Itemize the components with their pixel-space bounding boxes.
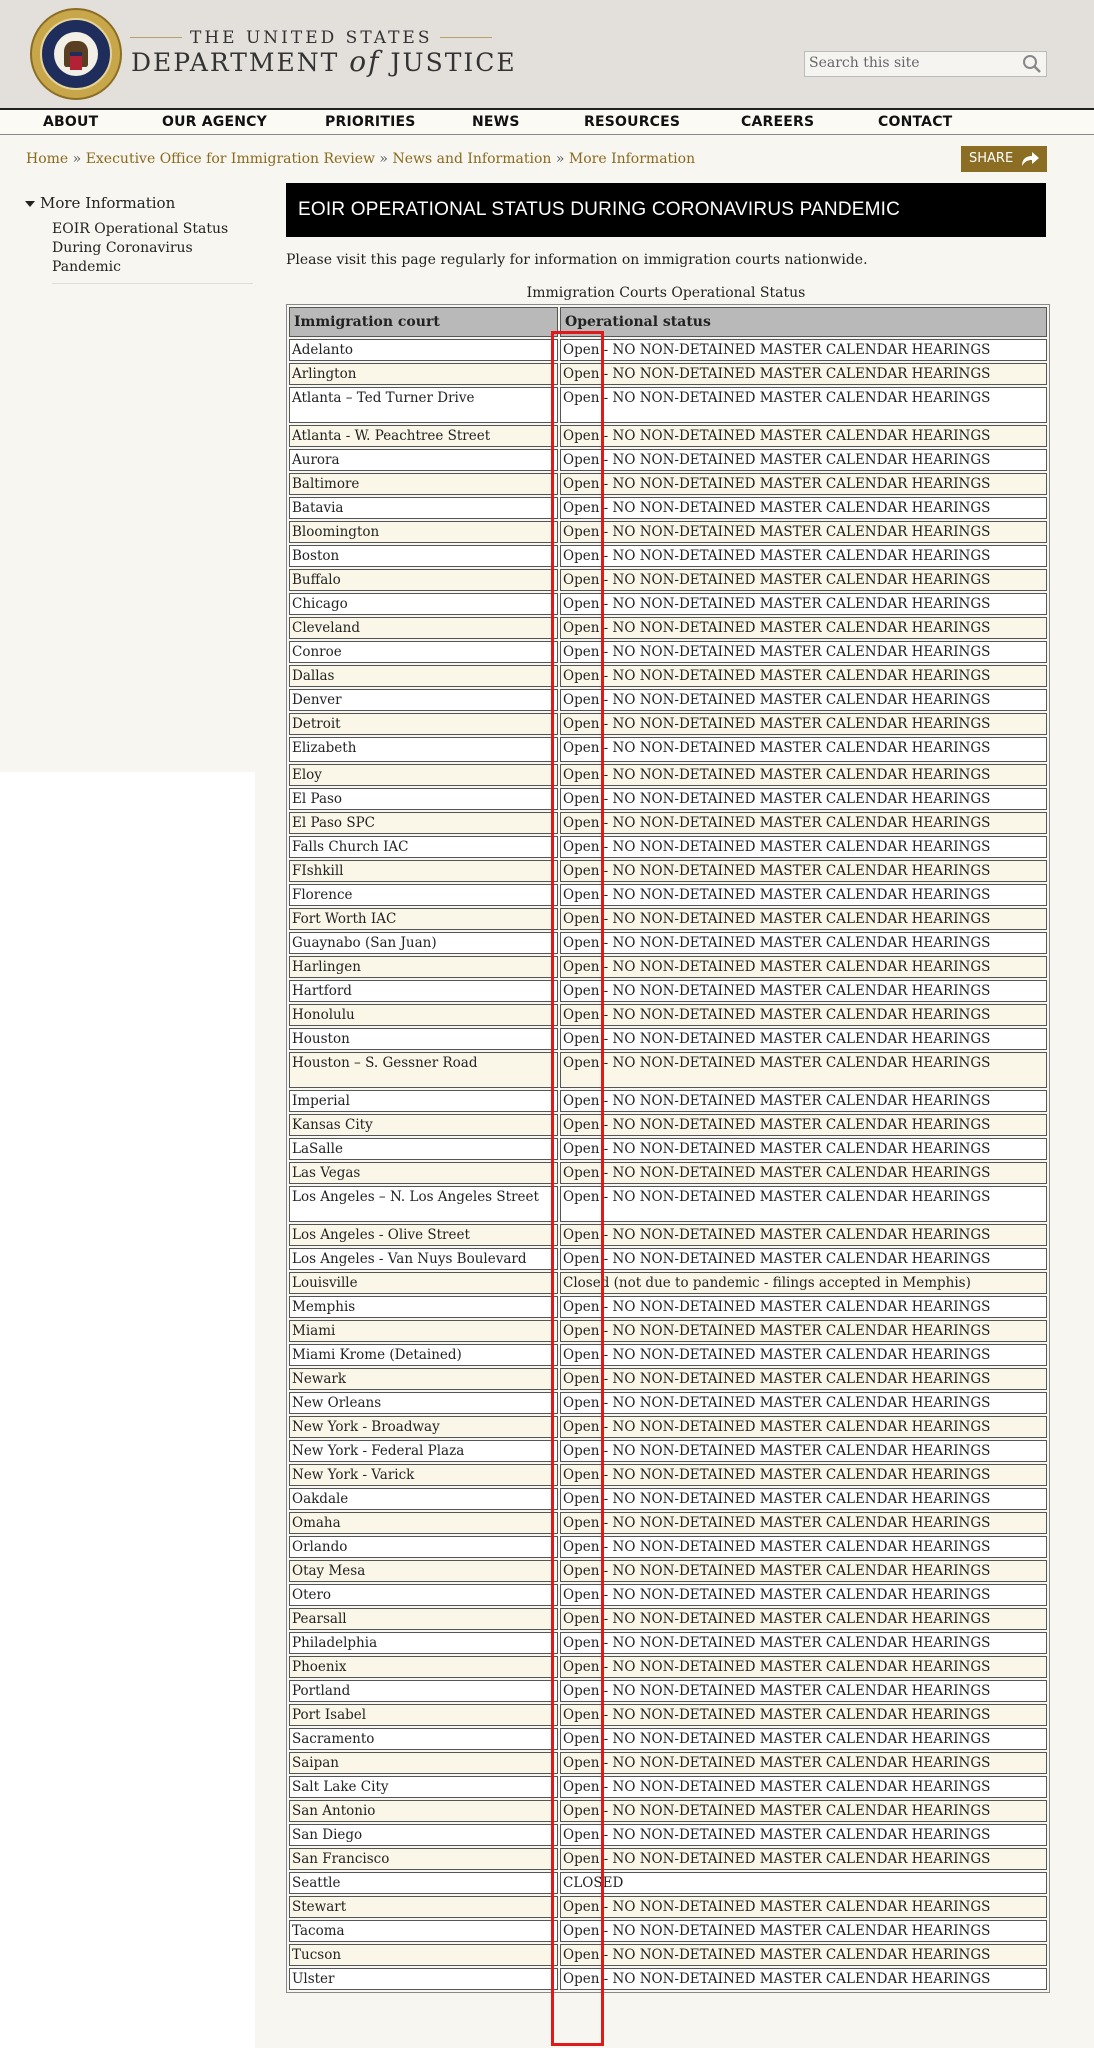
logo-word-justice: JUSTICE bbox=[390, 48, 517, 77]
status-cell: Open - NO NON-DETAINED MASTER CALENDAR HEARINGS bbox=[560, 521, 1047, 543]
page-title-bar bbox=[286, 183, 1046, 237]
seal-center bbox=[54, 32, 98, 76]
table-row bbox=[289, 425, 1047, 447]
status-cell: Open - NO NON-DETAINED MASTER CALENDAR HEARINGS bbox=[560, 1004, 1047, 1026]
table-row bbox=[289, 363, 1047, 385]
status-cell: Open - NO NON-DETAINED MASTER CALENDAR HEARINGS bbox=[560, 1752, 1047, 1774]
status-cell: Open - NO NON-DETAINED MASTER CALENDAR HEARINGS bbox=[560, 1114, 1047, 1136]
status-cell: Open - NO NON-DETAINED MASTER CALENDAR HEARINGS bbox=[560, 387, 1047, 423]
court-name-cell: Ulster bbox=[289, 1968, 558, 1990]
status-cell: Open - NO NON-DETAINED MASTER CALENDAR HEARINGS bbox=[560, 545, 1047, 567]
status-cell: Open - NO NON-DETAINED MASTER CALENDAR HEARINGS bbox=[560, 1920, 1047, 1942]
table-row bbox=[289, 1368, 1047, 1390]
table-row bbox=[289, 1920, 1047, 1942]
status-cell: Open - NO NON-DETAINED MASTER CALENDAR HEARINGS bbox=[560, 788, 1047, 810]
table-row bbox=[289, 1800, 1047, 1822]
status-cell: Open - NO NON-DETAINED MASTER CALENDAR HEARINGS bbox=[560, 1944, 1047, 1966]
highlight-box bbox=[551, 331, 604, 2046]
status-cell: Open - NO NON-DETAINED MASTER CALENDAR HEARINGS bbox=[560, 1680, 1047, 1702]
status-cell: Open - NO NON-DETAINED MASTER CALENDAR HEARINGS bbox=[560, 764, 1047, 786]
breadcrumb-separator: » bbox=[555, 151, 565, 167]
status-cell: Open - NO NON-DETAINED MASTER CALENDAR HEARINGS bbox=[560, 1162, 1047, 1184]
court-name-cell: Saipan bbox=[289, 1752, 558, 1774]
table-row bbox=[289, 1944, 1047, 1966]
logo-subtitle: THE UNITED STATES bbox=[190, 28, 433, 48]
court-name-cell: Chicago bbox=[289, 593, 558, 615]
table-row bbox=[289, 1968, 1047, 1990]
status-cell: Open - NO NON-DETAINED MASTER CALENDAR HEARINGS bbox=[560, 713, 1047, 735]
status-cell: Open - NO NON-DETAINED MASTER CALENDAR HEARINGS bbox=[560, 980, 1047, 1002]
table-row bbox=[289, 473, 1047, 495]
court-name-cell: Atlanta - W. Peachtree Street bbox=[289, 425, 558, 447]
court-name-cell: Elizabeth bbox=[289, 737, 558, 762]
status-cell: Open - NO NON-DETAINED MASTER CALENDAR HEARINGS bbox=[560, 1368, 1047, 1390]
court-name-cell: Las Vegas bbox=[289, 1162, 558, 1184]
table-row bbox=[289, 788, 1047, 810]
status-cell: Open - NO NON-DETAINED MASTER CALENDAR HEARINGS bbox=[560, 1728, 1047, 1750]
table-caption: Immigration Courts Operational Status bbox=[526, 285, 806, 301]
table-row bbox=[289, 1224, 1047, 1246]
court-name-cell: Hartford bbox=[289, 980, 558, 1002]
court-name-cell: Tucson bbox=[289, 1944, 558, 1966]
breadcrumb-separator: » bbox=[72, 151, 82, 167]
search-box bbox=[804, 51, 1047, 77]
nav-about[interactable]: ABOUT bbox=[43, 114, 99, 130]
court-name-cell: Orlando bbox=[289, 1536, 558, 1558]
nav-our-agency[interactable]: OUR AGENCY bbox=[162, 114, 267, 130]
court-name-cell: Detroit bbox=[289, 713, 558, 735]
status-cell: Open - NO NON-DETAINED MASTER CALENDAR HEARINGS bbox=[560, 1296, 1047, 1318]
court-name-cell: LaSalle bbox=[289, 1138, 558, 1160]
table-row bbox=[289, 1464, 1047, 1486]
table-row bbox=[289, 836, 1047, 858]
table-row bbox=[289, 1162, 1047, 1184]
breadcrumb-separator: » bbox=[379, 151, 388, 167]
status-cell: Open - NO NON-DETAINED MASTER CALENDAR HEARINGS bbox=[560, 569, 1047, 591]
court-name-cell: San Diego bbox=[289, 1824, 558, 1846]
table-row bbox=[289, 956, 1047, 978]
site-header bbox=[0, 0, 1094, 108]
status-cell: Open - NO NON-DETAINED MASTER CALENDAR HEARINGS bbox=[560, 363, 1047, 385]
court-name-cell: Atlanta – Ted Turner Drive bbox=[289, 387, 558, 423]
table-row bbox=[289, 1896, 1047, 1918]
court-name-cell: Los Angeles - Olive Street bbox=[289, 1224, 558, 1246]
status-cell: Open - NO NON-DETAINED MASTER CALENDAR HEARINGS bbox=[560, 812, 1047, 834]
nav-resources[interactable]: RESOURCES bbox=[584, 114, 681, 130]
status-cell: Open - NO NON-DETAINED MASTER CALENDAR HEARINGS bbox=[560, 1800, 1047, 1822]
table-row bbox=[289, 521, 1047, 543]
breadcrumb-eoir[interactable]: Executive Office for Immigration Review bbox=[85, 151, 375, 167]
caret-down-icon bbox=[25, 201, 35, 207]
court-name-cell: Eloy bbox=[289, 764, 558, 786]
court-name-cell: Pearsall bbox=[289, 1608, 558, 1630]
court-name-cell: Seattle bbox=[289, 1872, 558, 1894]
court-name-cell: Bloomington bbox=[289, 521, 558, 543]
table-row bbox=[289, 1004, 1047, 1026]
breadcrumb bbox=[26, 151, 695, 167]
table-row bbox=[289, 1272, 1047, 1294]
status-cell: Open - NO NON-DETAINED MASTER CALENDAR HEARINGS bbox=[560, 932, 1047, 954]
court-name-cell: Adelanto bbox=[289, 339, 558, 361]
breadcrumb-home[interactable]: Home bbox=[26, 151, 69, 167]
table-row bbox=[289, 593, 1047, 615]
table-row bbox=[289, 1114, 1047, 1136]
table-body bbox=[289, 339, 1047, 1990]
table-row bbox=[289, 1248, 1047, 1270]
table-row bbox=[289, 1728, 1047, 1750]
status-cell: Open - NO NON-DETAINED MASTER CALENDAR HEARINGS bbox=[560, 1344, 1047, 1366]
court-name-cell: Houston – S. Gessner Road bbox=[289, 1052, 558, 1088]
status-cell: Open - NO NON-DETAINED MASTER CALENDAR HEARINGS bbox=[560, 449, 1047, 471]
table-row bbox=[289, 764, 1047, 786]
table-row bbox=[289, 1440, 1047, 1462]
table-row bbox=[289, 1560, 1047, 1582]
breadcrumb-news[interactable]: News and Information bbox=[392, 151, 552, 167]
table-row bbox=[289, 1320, 1047, 1342]
table-row bbox=[289, 1536, 1047, 1558]
table-row bbox=[289, 1512, 1047, 1534]
table-row bbox=[289, 713, 1047, 735]
court-name-cell: Phoenix bbox=[289, 1656, 558, 1678]
table-row bbox=[289, 569, 1047, 591]
court-name-cell: Denver bbox=[289, 689, 558, 711]
status-cell: Closed (not due to pandemic - filings accepted in Memphis) bbox=[560, 1272, 1047, 1294]
court-name-cell: Baltimore bbox=[289, 473, 558, 495]
table-row bbox=[289, 497, 1047, 519]
court-name-cell: Newark bbox=[289, 1368, 558, 1390]
table-row bbox=[289, 641, 1047, 663]
court-name-cell: Salt Lake City bbox=[289, 1776, 558, 1798]
court-name-cell: Imperial bbox=[289, 1090, 558, 1112]
status-cell: CLOSED bbox=[560, 1872, 1047, 1894]
court-name-cell: New York - Federal Plaza bbox=[289, 1440, 558, 1462]
page-title: EOIR OPERATIONAL STATUS DURING CORONAVIRUS PANDEMIC bbox=[298, 199, 901, 220]
status-cell: Open - NO NON-DETAINED MASTER CALENDAR HEARINGS bbox=[560, 1488, 1047, 1510]
nav-contact[interactable]: CONTACT bbox=[878, 114, 953, 130]
status-cell: Open - NO NON-DETAINED MASTER CALENDAR HEARINGS bbox=[560, 1186, 1047, 1222]
status-cell: Open - NO NON-DETAINED MASTER CALENDAR HEARINGS bbox=[560, 1440, 1047, 1462]
status-cell: Open - NO NON-DETAINED MASTER CALENDAR HEARINGS bbox=[560, 737, 1047, 762]
court-name-cell: Stewart bbox=[289, 1896, 558, 1918]
court-name-cell: Harlingen bbox=[289, 956, 558, 978]
status-cell: Open - NO NON-DETAINED MASTER CALENDAR HEARINGS bbox=[560, 497, 1047, 519]
court-name-cell: Falls Church IAC bbox=[289, 836, 558, 858]
shield-icon bbox=[70, 52, 82, 70]
status-cell: Open - NO NON-DETAINED MASTER CALENDAR HEARINGS bbox=[560, 1090, 1047, 1112]
logo-title[interactable] bbox=[131, 45, 517, 78]
court-name-cell: Los Angeles – N. Los Angeles Street bbox=[289, 1186, 558, 1222]
court-name-cell: Oakdale bbox=[289, 1488, 558, 1510]
share-arrow-icon bbox=[1019, 149, 1041, 169]
court-name-cell: Cleveland bbox=[289, 617, 558, 639]
table-row bbox=[289, 1656, 1047, 1678]
main-nav bbox=[0, 108, 1094, 135]
table-row bbox=[289, 1138, 1047, 1160]
status-cell: Open - NO NON-DETAINED MASTER CALENDAR HEARINGS bbox=[560, 339, 1047, 361]
nav-news[interactable]: NEWS bbox=[472, 114, 520, 130]
status-cell: Open - NO NON-DETAINED MASTER CALENDAR HEARINGS bbox=[560, 1704, 1047, 1726]
table-row bbox=[289, 980, 1047, 1002]
table-row bbox=[289, 1392, 1047, 1414]
sidebar-section-title[interactable] bbox=[25, 194, 175, 212]
table-row bbox=[289, 1090, 1047, 1112]
table-row bbox=[289, 1872, 1047, 1894]
status-cell: Open - NO NON-DETAINED MASTER CALENDAR HEARINGS bbox=[560, 1584, 1047, 1606]
court-name-cell: San Antonio bbox=[289, 1800, 558, 1822]
search-input[interactable] bbox=[805, 52, 1009, 74]
table-row bbox=[289, 1776, 1047, 1798]
status-cell: Open - NO NON-DETAINED MASTER CALENDAR HEARINGS bbox=[560, 1138, 1047, 1160]
nav-priorities[interactable]: PRIORITIES bbox=[325, 114, 416, 130]
court-name-cell: New York - Varick bbox=[289, 1464, 558, 1486]
status-cell: Open - NO NON-DETAINED MASTER CALENDAR HEARINGS bbox=[560, 908, 1047, 930]
court-name-cell: Arlington bbox=[289, 363, 558, 385]
status-cell: Open - NO NON-DETAINED MASTER CALENDAR HEARINGS bbox=[560, 1896, 1047, 1918]
court-name-cell: Florence bbox=[289, 884, 558, 906]
court-name-cell: New Orleans bbox=[289, 1392, 558, 1414]
table-row bbox=[289, 1344, 1047, 1366]
table-row bbox=[289, 665, 1047, 687]
sidebar-title-text: More Information bbox=[40, 194, 176, 212]
court-name-cell: Aurora bbox=[289, 449, 558, 471]
breadcrumb-more-info[interactable]: More Information bbox=[568, 151, 696, 167]
court-name-cell: Buffalo bbox=[289, 569, 558, 591]
court-name-cell: Houston bbox=[289, 1028, 558, 1050]
status-cell: Open - NO NON-DETAINED MASTER CALENDAR HEARINGS bbox=[560, 956, 1047, 978]
share-button[interactable] bbox=[961, 146, 1047, 172]
doj-seal-logo[interactable] bbox=[30, 8, 122, 100]
court-name-cell: Batavia bbox=[289, 497, 558, 519]
table-row bbox=[289, 1028, 1047, 1050]
status-cell: Open - NO NON-DETAINED MASTER CALENDAR HEARINGS bbox=[560, 1656, 1047, 1678]
court-name-cell: Omaha bbox=[289, 1512, 558, 1534]
status-cell: Open - NO NON-DETAINED MASTER CALENDAR HEARINGS bbox=[560, 884, 1047, 906]
sidebar-item-eoir-status[interactable]: EOIR Operational Status During Coronavirus Pandemic bbox=[52, 220, 253, 284]
status-cell: Open - NO NON-DETAINED MASTER CALENDAR HEARINGS bbox=[560, 1632, 1047, 1654]
status-cell: Open - NO NON-DETAINED MASTER CALENDAR HEARINGS bbox=[560, 425, 1047, 447]
table-row bbox=[289, 1680, 1047, 1702]
table-row bbox=[289, 1052, 1047, 1088]
court-name-cell: Port Isabel bbox=[289, 1704, 558, 1726]
court-name-cell: Kansas City bbox=[289, 1114, 558, 1136]
status-cell: Open - NO NON-DETAINED MASTER CALENDAR HEARINGS bbox=[560, 1052, 1047, 1088]
court-name-cell: Conroe bbox=[289, 641, 558, 663]
court-name-cell: Philadelphia bbox=[289, 1632, 558, 1654]
status-cell: Open - NO NON-DETAINED MASTER CALENDAR HEARINGS bbox=[560, 665, 1047, 687]
status-cell: Open - NO NON-DETAINED MASTER CALENDAR HEARINGS bbox=[560, 1392, 1047, 1414]
court-name-cell: Guaynabo (San Juan) bbox=[289, 932, 558, 954]
court-name-cell: Tacoma bbox=[289, 1920, 558, 1942]
seal-ring bbox=[40, 18, 112, 90]
table-row bbox=[289, 1488, 1047, 1510]
status-cell: Open - NO NON-DETAINED MASTER CALENDAR HEARINGS bbox=[560, 1224, 1047, 1246]
table-row bbox=[289, 1752, 1047, 1774]
status-cell: Open - NO NON-DETAINED MASTER CALENDAR HEARINGS bbox=[560, 473, 1047, 495]
court-name-cell: Otero bbox=[289, 1584, 558, 1606]
search-icon[interactable] bbox=[1022, 54, 1042, 74]
intro-text: Please visit this page regularly for information on immigration courts nationwide. bbox=[286, 252, 868, 268]
courts-status-table bbox=[286, 304, 1050, 1993]
logo-word-of: of bbox=[349, 45, 381, 78]
status-cell: Open - NO NON-DETAINED MASTER CALENDAR HEARINGS bbox=[560, 1416, 1047, 1438]
column-header-court: Immigration court bbox=[289, 307, 558, 337]
court-name-cell: Los Angeles - Van Nuys Boulevard bbox=[289, 1248, 558, 1270]
status-cell: Open - NO NON-DETAINED MASTER CALENDAR HEARINGS bbox=[560, 1560, 1047, 1582]
nav-careers[interactable]: CAREERS bbox=[741, 114, 815, 130]
court-name-cell: Miami bbox=[289, 1320, 558, 1342]
status-cell: Open - NO NON-DETAINED MASTER CALENDAR HEARINGS bbox=[560, 860, 1047, 882]
table-row bbox=[289, 1584, 1047, 1606]
table-row bbox=[289, 617, 1047, 639]
logo-word-department: DEPARTMENT bbox=[131, 48, 340, 77]
column-header-status: Operational status bbox=[560, 307, 1047, 337]
share-label: SHARE bbox=[969, 151, 1014, 166]
court-name-cell: El Paso bbox=[289, 788, 558, 810]
status-cell: Open - NO NON-DETAINED MASTER CALENDAR HEARINGS bbox=[560, 1536, 1047, 1558]
court-name-cell: Dallas bbox=[289, 665, 558, 687]
table-row bbox=[289, 1704, 1047, 1726]
table-row bbox=[289, 1632, 1047, 1654]
court-name-cell: Portland bbox=[289, 1680, 558, 1702]
table-row bbox=[289, 689, 1047, 711]
table-row bbox=[289, 884, 1047, 906]
table-row bbox=[289, 449, 1047, 471]
court-name-cell: Otay Mesa bbox=[289, 1560, 558, 1582]
status-cell: Open - NO NON-DETAINED MASTER CALENDAR HEARINGS bbox=[560, 617, 1047, 639]
status-cell: Open - NO NON-DETAINED MASTER CALENDAR HEARINGS bbox=[560, 641, 1047, 663]
table-row bbox=[289, 545, 1047, 567]
table-row bbox=[289, 1186, 1047, 1222]
status-cell: Open - NO NON-DETAINED MASTER CALENDAR HEARINGS bbox=[560, 593, 1047, 615]
table-row bbox=[289, 339, 1047, 361]
table-row bbox=[289, 1296, 1047, 1318]
court-name-cell: Fort Worth IAC bbox=[289, 908, 558, 930]
court-name-cell: Honolulu bbox=[289, 1004, 558, 1026]
court-name-cell: Miami Krome (Detained) bbox=[289, 1344, 558, 1366]
status-cell: Open - NO NON-DETAINED MASTER CALENDAR HEARINGS bbox=[560, 1848, 1047, 1870]
table-row bbox=[289, 812, 1047, 834]
status-cell: Open - NO NON-DETAINED MASTER CALENDAR HEARINGS bbox=[560, 1248, 1047, 1270]
status-cell: Open - NO NON-DETAINED MASTER CALENDAR HEARINGS bbox=[560, 1776, 1047, 1798]
status-cell: Open - NO NON-DETAINED MASTER CALENDAR HEARINGS bbox=[560, 1968, 1047, 1990]
table-row bbox=[289, 1824, 1047, 1846]
court-name-cell: New York - Broadway bbox=[289, 1416, 558, 1438]
table-row bbox=[289, 1416, 1047, 1438]
status-cell: Open - NO NON-DETAINED MASTER CALENDAR HEARINGS bbox=[560, 1028, 1047, 1050]
court-name-cell: Boston bbox=[289, 545, 558, 567]
court-name-cell: Memphis bbox=[289, 1296, 558, 1318]
status-cell: Open - NO NON-DETAINED MASTER CALENDAR HEARINGS bbox=[560, 836, 1047, 858]
status-cell: Open - NO NON-DETAINED MASTER CALENDAR HEARINGS bbox=[560, 689, 1047, 711]
table-row bbox=[289, 737, 1047, 762]
table-row bbox=[289, 908, 1047, 930]
court-name-cell: Sacramento bbox=[289, 1728, 558, 1750]
court-name-cell: FIshkill bbox=[289, 860, 558, 882]
table-row bbox=[289, 387, 1047, 423]
table-row bbox=[289, 860, 1047, 882]
table-row bbox=[289, 1848, 1047, 1870]
court-name-cell: Louisville bbox=[289, 1272, 558, 1294]
court-name-cell: San Francisco bbox=[289, 1848, 558, 1870]
table-row bbox=[289, 932, 1047, 954]
court-name-cell: El Paso SPC bbox=[289, 812, 558, 834]
status-cell: Open - NO NON-DETAINED MASTER CALENDAR HEARINGS bbox=[560, 1824, 1047, 1846]
table-header-row bbox=[289, 307, 1047, 337]
status-cell: Open - NO NON-DETAINED MASTER CALENDAR HEARINGS bbox=[560, 1512, 1047, 1534]
status-cell: Open - NO NON-DETAINED MASTER CALENDAR HEARINGS bbox=[560, 1608, 1047, 1630]
status-cell: Open - NO NON-DETAINED MASTER CALENDAR HEARINGS bbox=[560, 1320, 1047, 1342]
status-cell: Open - NO NON-DETAINED MASTER CALENDAR HEARINGS bbox=[560, 1464, 1047, 1486]
table-row bbox=[289, 1608, 1047, 1630]
